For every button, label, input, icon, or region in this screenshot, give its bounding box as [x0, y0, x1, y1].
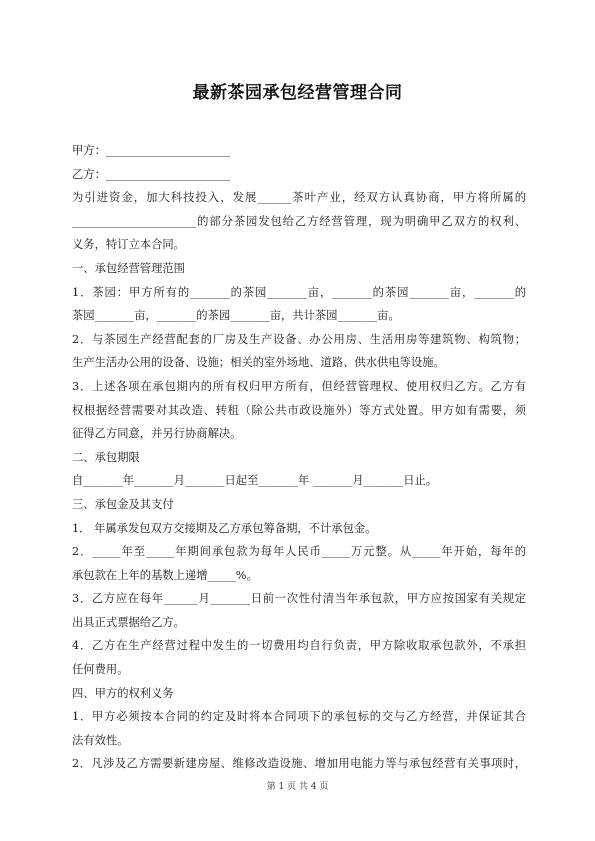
party-a-line: 甲方：______________________ — [72, 144, 231, 157]
section-heading-payment: 三、承包金及其支付 — [72, 497, 174, 511]
scope-item-1-line-2: 茶园_______亩，_______的茶园_______亩，共计茶园_______亩。 — [72, 309, 400, 323]
scope-item-3-line-3: 征得乙方同意，并另行协商解决。 — [72, 427, 242, 441]
document-body — [72, 139, 526, 776]
scope-item-1-line-1: 1．茶园：甲方所有的_______的茶园_______亩，_______的茶园_______亩，_______的 — [72, 285, 526, 299]
scope-item-3-line-1: 3．上述各项在承包期内的所有权归甲方所有，但经营管理权、使用权归乙方。乙方有 — [72, 379, 526, 393]
party-b-line: 乙方：______________________ — [72, 167, 231, 181]
term-line: 自_______年_______月_______日起至_______年 _______月_______日止。 — [72, 474, 438, 488]
payment-item-4-line-2: 任何费用。 — [72, 663, 129, 677]
preamble-line-3: 义务，特订立本合同。 — [72, 238, 185, 252]
payment-item-4-line-1: 4．乙方在生产经营过程中发生的一切费用均自行负责，甲方除收取承包款外，不承担 — [72, 639, 526, 653]
section-heading-scope: 一、承包经营管理范围 — [72, 261, 185, 275]
payment-item-2-line-2: 承包款在上年的基数上递增_____%。 — [72, 568, 258, 582]
payment-item-2-line-1: 2．_____年至_____年期间承包款为每年人民币_____万元整。从_____年开始，每年的 — [72, 545, 526, 559]
payment-item-1: 1． 年属承发包双方交接期及乙方承包筹备期，不计承包金。 — [72, 521, 377, 535]
rights-item-2-line-1: 2．凡涉及乙方需要新建房屋、维修改造设施、增加用电能力等与承包经营有关事项时， — [72, 757, 526, 771]
page-footer: 第 1 页 共 4 页 — [266, 782, 329, 792]
preamble-line-1: 为引进资金，加大科技投入，发展______茶叶产业，经双方认真协商，甲方将所属的 — [72, 191, 526, 205]
preamble-line-2: ______________________的部分茶园发包给乙方经营管理，现为明确甲乙双方的权利、 — [72, 214, 526, 228]
section-heading-term: 二、承包期限 — [72, 450, 140, 464]
document-title: 最新茶园承包经营管理合同 — [192, 83, 403, 103]
scope-item-2-line-2: 生产生活办公用的设备、设施；相关的室外场地、道路、供水供电等设施。 — [72, 356, 445, 370]
scope-item-3-line-2: 权根据经营需要对其改造、转租（除公共市政设施外）等方式处置。甲方如有需要，须 — [72, 403, 526, 417]
payment-item-3-line-2: 出具正式票据给乙方。 — [72, 615, 185, 629]
rights-item-1-line-1: 1．甲方必须按本合同的约定及时将本合同项下的承包标的交与乙方经营，并保证其合 — [72, 710, 526, 724]
section-heading-party-a-rights: 四、甲方的权利义务 — [72, 686, 174, 700]
rights-item-1-line-2: 法有效性。 — [72, 733, 129, 747]
payment-item-3-line-1: 3．乙方应在每年______月_______日前一次性付清当年承包款，甲方应按国家有关规定 — [72, 592, 526, 606]
scope-item-2-line-1: 2．与茶园生产经营配套的厂房及生产设备、办公用房、生活用房等建筑物、构筑物； — [72, 332, 526, 346]
